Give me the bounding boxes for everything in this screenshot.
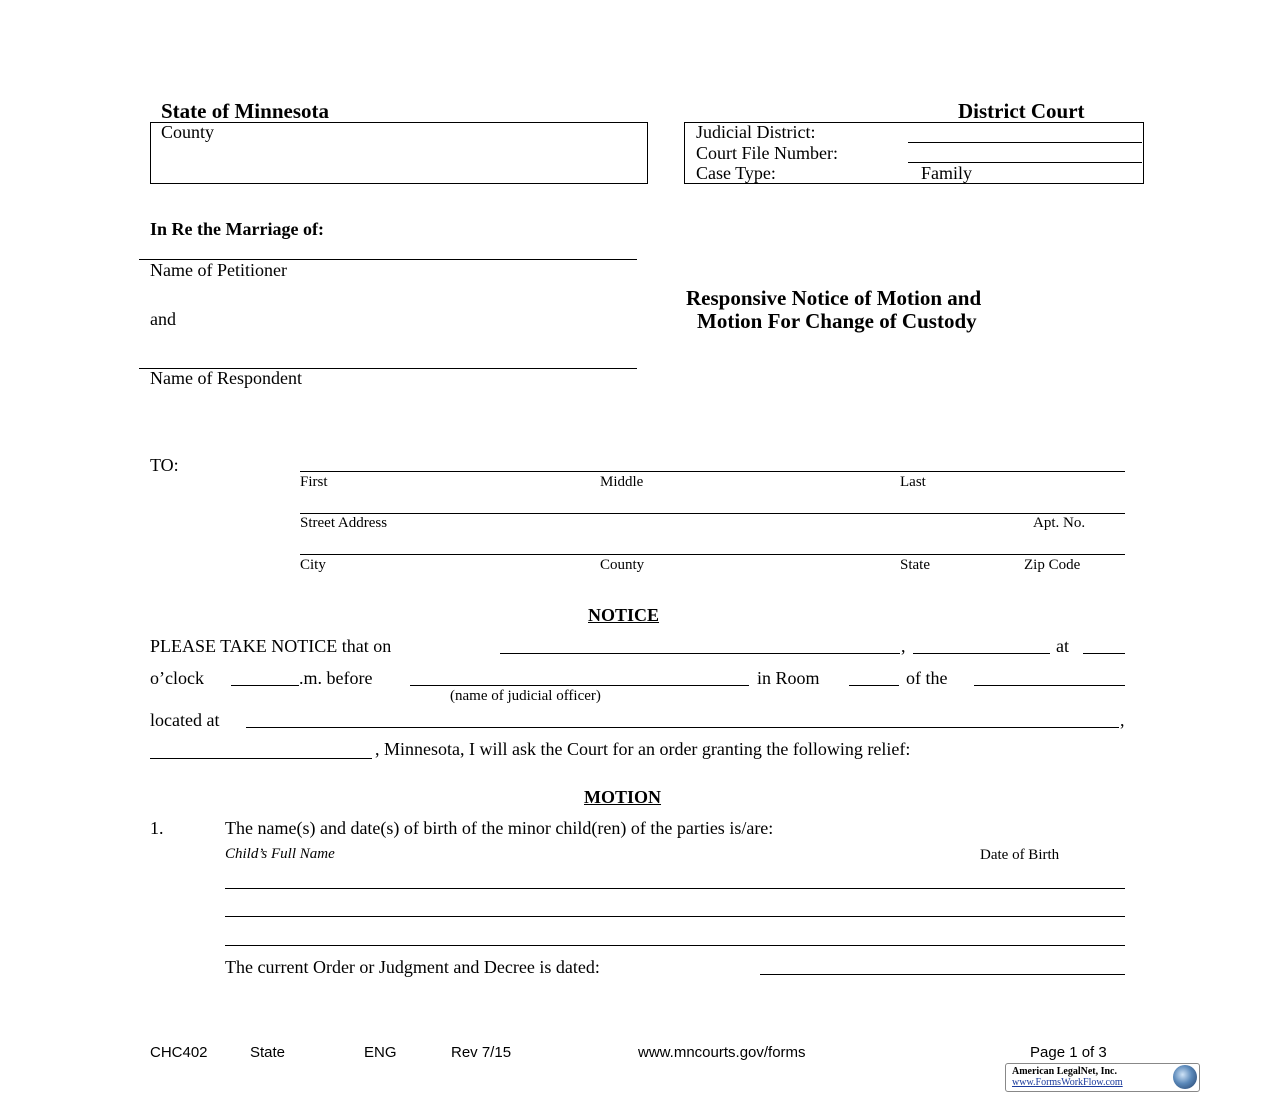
am-pm-input[interactable] — [231, 667, 299, 686]
to-name-input[interactable] — [300, 452, 1125, 472]
county-sub-label: County — [600, 557, 645, 573]
court-title: District Court — [958, 99, 1085, 123]
doc-title-line2: Motion For Change of Custody — [697, 309, 977, 333]
city-label: City — [300, 557, 326, 573]
footer-form-code: CHC402 — [150, 1044, 208, 1061]
county-input[interactable] — [160, 148, 636, 174]
respondent-label: Name of Respondent — [150, 368, 302, 388]
comma-2: , — [1120, 710, 1125, 730]
in-re-heading: In Re the Marriage of: — [150, 219, 324, 239]
zip-label: Zip Code — [1024, 557, 1081, 573]
footer-rev: Rev 7/15 — [451, 1044, 512, 1061]
notice-heading: NOTICE — [588, 605, 660, 625]
child-row-1-input[interactable] — [225, 870, 1125, 889]
dob-label: Date of Birth — [980, 847, 1060, 863]
footer-page: Page 1 of 3 — [1030, 1044, 1107, 1061]
doc-title-line1: Responsive Notice of Motion and — [686, 286, 982, 310]
judicial-district-input[interactable] — [908, 124, 1142, 143]
court-file-label: Court File Number: — [696, 143, 838, 163]
room-number-input[interactable] — [849, 667, 899, 686]
globe-icon — [1173, 1065, 1197, 1089]
at-label: at — [1056, 636, 1069, 656]
case-type-label: Case Type: — [696, 163, 776, 183]
american-legalnet-logo[interactable] — [1005, 1063, 1200, 1092]
petitioner-input[interactable] — [139, 240, 637, 260]
in-room-label: in Room — [757, 668, 820, 688]
apt-label: Apt. No. — [1033, 515, 1086, 531]
child-name-label: Child’s Full Name — [225, 846, 335, 862]
last-label: Last — [900, 474, 926, 490]
footer-url[interactable]: www.mncourts.gov/forms — [638, 1044, 806, 1061]
hearing-year-input[interactable] — [913, 635, 1050, 654]
order-date-input[interactable] — [760, 956, 1125, 975]
logo-url[interactable]: www.FormsWorkFlow.com — [1012, 1077, 1123, 1088]
hearing-date-input[interactable] — [500, 635, 900, 654]
petitioner-label: Name of Petitioner — [150, 260, 287, 280]
street-address-input[interactable] — [300, 494, 1125, 514]
of-the-label: of the — [906, 668, 948, 688]
order-dated-label: The current Order or Judgment and Decree is dated: — [225, 957, 600, 977]
logo-company: American LegalNet, Inc. — [1012, 1066, 1117, 1077]
m-before-label: .m. before — [299, 668, 373, 688]
respondent-input[interactable] — [139, 349, 637, 369]
to-label: TO: — [150, 455, 179, 475]
oclock-label: o’clock — [150, 668, 204, 688]
please-take-notice: PLEASE TAKE NOTICE that on — [150, 636, 392, 656]
footer-state: State — [250, 1044, 286, 1061]
city-of-hearing-input[interactable] — [150, 740, 372, 759]
location-input[interactable] — [246, 709, 1119, 728]
city-state-input[interactable] — [300, 535, 1125, 555]
state-title: State of Minnesota — [161, 99, 329, 123]
judicial-officer-caption: (name of judicial officer) — [450, 688, 601, 704]
county-label: County — [161, 122, 215, 142]
child-row-3-input[interactable] — [225, 927, 1125, 946]
minnesota-relief-text: , Minnesota, I will ask the Court for an order granting the following relief: — [375, 739, 911, 759]
court-file-input[interactable] — [908, 144, 1142, 163]
item-1-number: 1. — [150, 818, 164, 838]
first-label: First — [300, 474, 328, 490]
case-type-value: Family — [921, 163, 973, 183]
middle-label: Middle — [600, 474, 644, 490]
judicial-district-label: Judicial District: — [696, 122, 816, 142]
item-1-text: The name(s) and date(s) of birth of the minor child(ren) of the parties is/are: — [225, 818, 774, 838]
child-row-2-input[interactable] — [225, 898, 1125, 917]
footer-lang: ENG — [364, 1044, 397, 1061]
state-label: State — [900, 557, 930, 573]
street-address-label: Street Address — [300, 515, 388, 531]
county-of-hearing-input[interactable] — [974, 667, 1125, 686]
judicial-officer-input[interactable] — [410, 667, 749, 686]
comma-1: , — [901, 636, 906, 656]
hearing-hour-input[interactable] — [1083, 635, 1125, 654]
located-at-label: located at — [150, 710, 220, 730]
and-label: and — [150, 309, 176, 329]
motion-heading: MOTION — [584, 787, 662, 807]
